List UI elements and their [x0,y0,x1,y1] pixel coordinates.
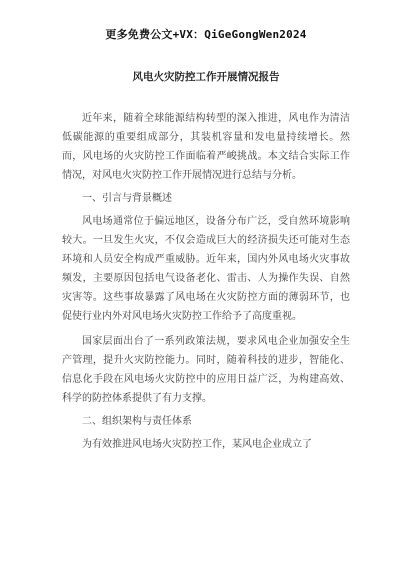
intro-paragraph: 近年来，随着全球能源结构转型的深入推进，风电作为清洁低碳能源的重要组成部分，其装机容量和发电量持续增长。然而，风电场的火灾防控工作面临着严峻挑战。本文结合实际工作情况，对风电火灾防控工作开展情况进行总结与分析。 [62,113,350,181]
section-heading-1: 一、引言与背景概述 [82,193,172,204]
document-body [62,109,350,454]
document-title: 风电火灾防控工作开展情况报告 [132,71,280,83]
document-page [0,26,410,580]
section1-paragraph-1: 风电场通常位于偏远地区，设备分布广泛，受自然环境影响较大。一旦发生火灾，不仅会造成巨大的经济损失还可能对生态环境和人员安全构成严重威胁。近年来，国内外风电场火灾事故频发，主要原因包括电气设备老化、雷击、人为操作失误、自然灾害等。这些事故暴露了风电场在火灾防控方面的薄弱环节，也促使行业内外对风电场火灾防控工作给予了高度重视。 [62,216,350,322]
section1-paragraph-2: 国家层面出台了一系列政策法规，要求风电企业加强安全生产管理，提升火灾防控能力。同时，随着科技的进步，智能化、信息化手段在风电场火灾防控中的应用日益广泛，为构建高效、科学的防控体系提供了有力支撑。 [62,336,350,404]
section-heading-2: 二、组织架构与责任体系 [82,416,192,427]
section2-paragraph-1: 为有效推进风电场火灾防控工作，某风电企业成立了 [82,439,312,450]
header-watermark: 更多免费公文+VX：QiGeGongWen2024 [105,28,307,41]
